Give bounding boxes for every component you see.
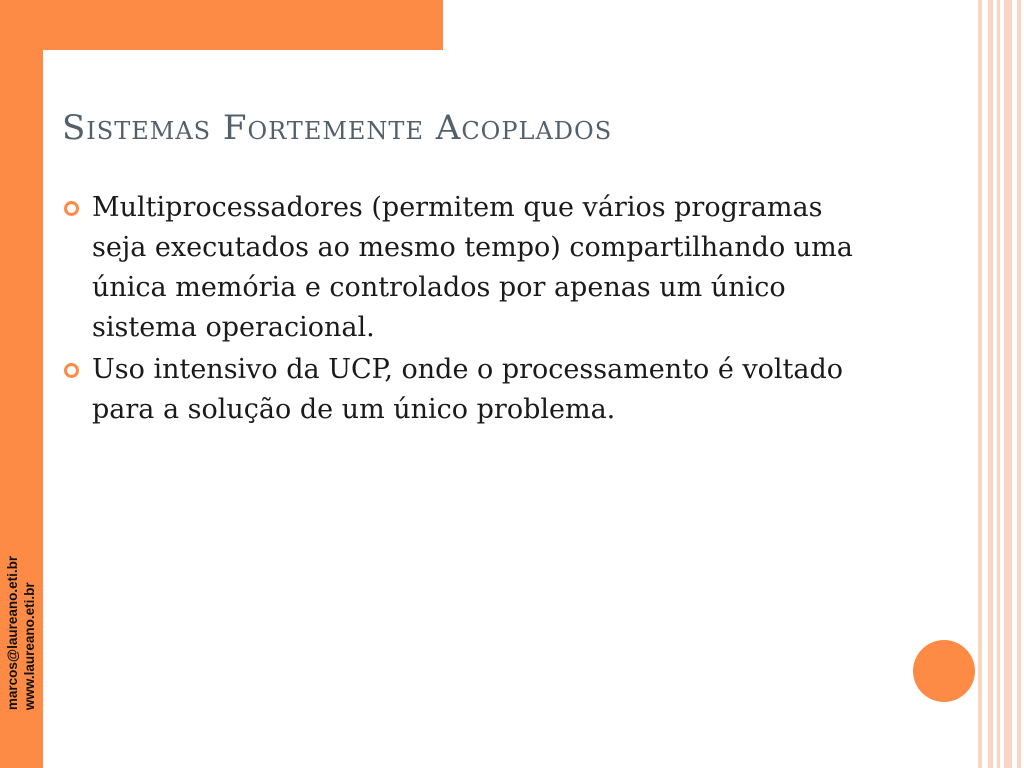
bullet-ring-icon [64,363,79,378]
bullet-text: Uso intensivo da UCP, onde o processamento é voltado para a solução de um único problema. [92,354,844,425]
list-item [64,350,864,430]
stripe [997,0,1000,768]
slide-title: Sistemas Fortemente Acoplados [62,108,613,148]
list-item [64,188,864,348]
bullet-text: Multiprocessadores (permitem que vários programas seja executados ao mesmo tempo) compartilhando uma única memória e controlados por apenas um único sistema operacional. [92,192,853,343]
stripe [978,0,982,768]
sidebar-website: www.laureano.eti.br [22,582,37,711]
top-accent-bar [43,0,443,50]
sidebar-contact [0,0,43,768]
bullet-list [64,188,864,432]
sidebar-email: marcos@laureano.eti.br [5,555,20,711]
bullet-ring-icon [64,201,79,216]
stripe [1017,0,1021,768]
right-stripes [974,0,1024,768]
stripe [988,0,993,768]
decorative-circle [913,640,975,702]
stripe [1004,0,1012,768]
